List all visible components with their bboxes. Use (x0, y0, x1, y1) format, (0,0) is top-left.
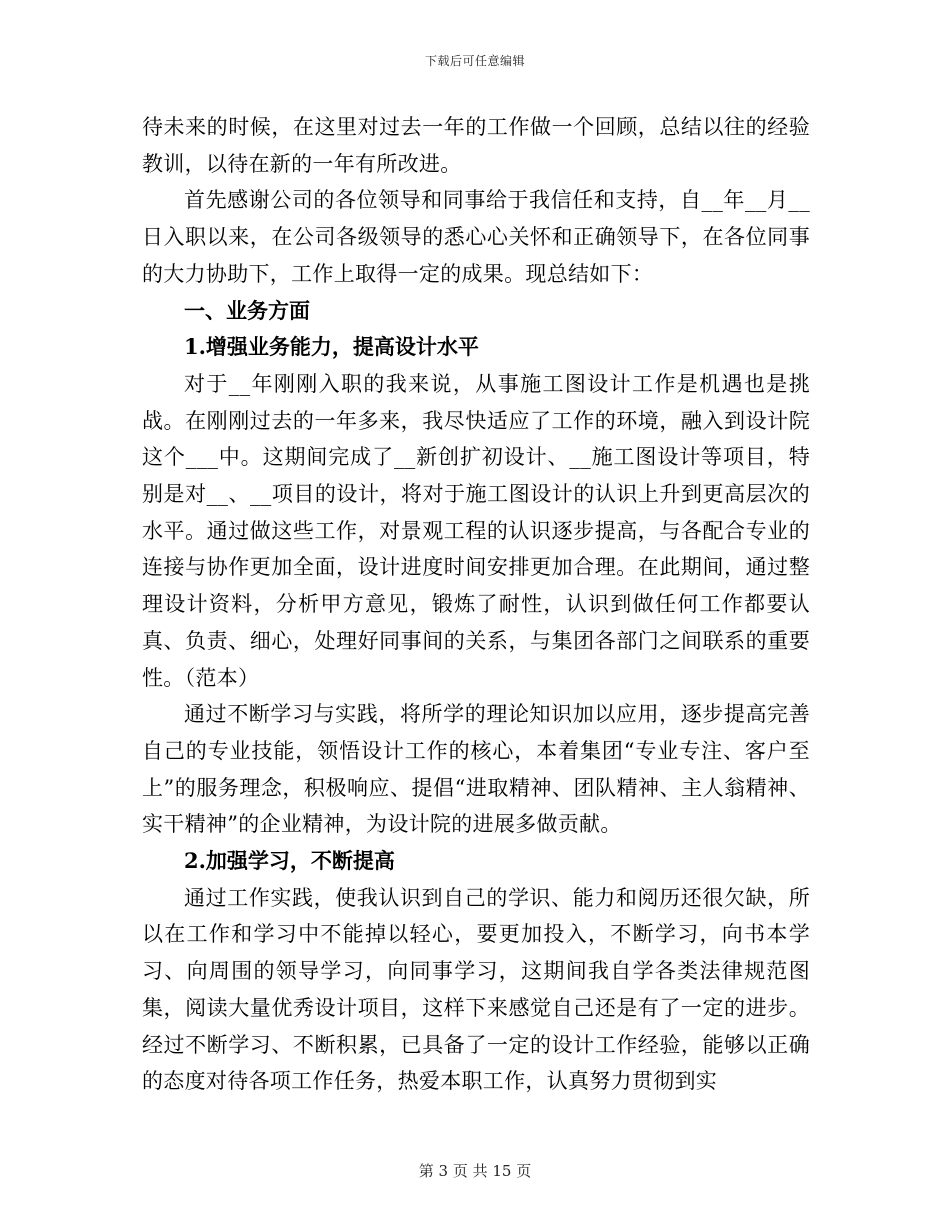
subheading-ability: 1.增强业务能力，提高设计水平 (184, 334, 479, 360)
paragraph-intro-continued: 待未来的时候，在这里对过去一年的工作做一个回顾，总结以往的经验教训，以待在新的一年有所改进。 (142, 115, 810, 176)
paragraph-design-work: 对于__年刚刚入职的我来说，从事施工图设计工作是机遇也是挑战。在刚刚过去的一年多来，我尽快适应了工作的环境，融入到设计院这个___中。这期间完成了__新创扩初设计、__施工图设计等项目，特别是对__、__项目的设计，将对于施工图设计的认识上升到更高层次的水平。通过做这些工作，对景观工程的认识逐步提高，与各配合专业的连接与协作更加全面，设计进度时间安排更加合理。在此期间，通过整理设计资料，分析甲方意见，锻炼了耐性，认识到做任何工作都要认真、负责、细心，处理好同事间的关系，与集团各部门之间联系的重要性。（范本） (142, 371, 810, 690)
paragraph-thanks: 首先感谢公司的各位领导和同事给于我信任和支持，自__年__月__日入职以来，在公司各级领导的悉心心关怀和正确领导下，在各位同事的大力协助下，工作上取得一定的成果。现总结如下： (142, 188, 810, 286)
section-heading-business: 一、业务方面 (184, 297, 310, 323)
header-note: 下载后可任意编辑 (424, 54, 525, 68)
subheading-learning: 2.加强学习，不断提高 (184, 848, 395, 874)
paragraph-practice: 通过不断学习与实践，将所学的理论知识加以应用，逐步提高完善自己的专业技能，领悟设计工作的核心，本着集团“专业专注、客户至上”的服务理念，积极响应、提倡“进取精神、团队精神、主人翁精神、实干精神”的企业精神，为设计院的进展多做贡献。 (142, 702, 810, 837)
document-body (142, 109, 810, 1100)
page-number: 第 3 页 共 15 页 (418, 1162, 532, 1180)
paragraph-learning: 通过工作实践，使我认识到自己的学识、能力和阅历还很欠缺，所以在工作和学习中不能掉以轻心，要更加投入，不断学习，向书本学习、向周围的领导学习，向同事学习，这期间我自学各类法律规范图集，阅读大量优秀设计项目，这样下来感觉自己还是有了一定的进步。经过不断学习、不断积累，已具备了一定的设计工作经验，能够以正确的态度对待各项工作任务，热爱本职工作，认真努力贯彻到实 (142, 885, 810, 1094)
